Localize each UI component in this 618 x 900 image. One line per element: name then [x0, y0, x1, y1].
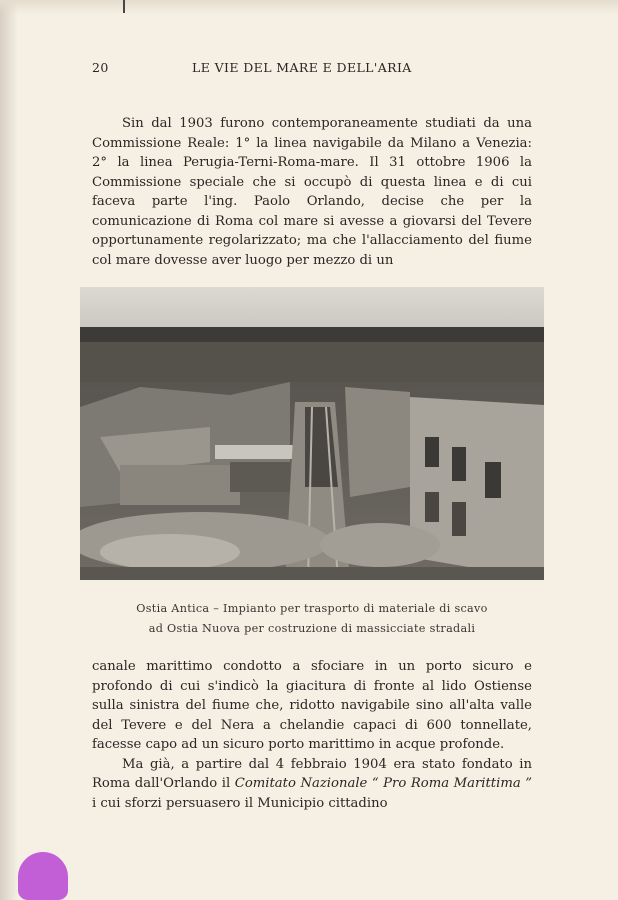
excavation-photo-illustration: [80, 287, 544, 580]
page-number: 20: [92, 60, 109, 75]
committee-name: Comitato Nazionale “ Pro Roma Marittima ”: [234, 776, 532, 791]
running-title: LE VIE DEL MARE E DELL'ARIA: [192, 60, 412, 75]
scanner-thumb-artifact: [18, 852, 68, 900]
top-page-edge: [0, 0, 618, 14]
running-header: [92, 60, 544, 78]
paragraph-2: canale marittimo condotto a sfociare in un porto sicuro e profondo di cui s'indicò la giacitura di fronte al lido Ostiense sulla sinistra del fiume che, ridotto navigabile sino all'alta valle del Tevere e del Nera a chelandie capaci di 600 tonnellate, facesse capo ad un sicuro porto marittimo in acque profonde.: [92, 659, 532, 752]
edge-mark: [123, 0, 125, 13]
historical-photograph: [80, 287, 544, 580]
paragraph-3: [92, 755, 532, 814]
caption-line-2: ad Ostia Nuova per costruzione di massicciate stradali: [148, 622, 476, 635]
body-text-top: [92, 114, 532, 270]
paragraph-3-text: Ma già, a partire dal 4 febbraio 1904 era stato fondato in Roma dall'Orlando il: [92, 756, 532, 791]
paragraph-1: Sin dal 1903 furono contemporaneamente studiati da una Commissione Reale: 1° la linea navigabile da Milano a Venezia: 2° la linea Perugia-Terni-Roma-mare. Il 31 ottobre 1906 la Commissione speciale che si occupò di questa linea e di cui faceva parte l'ing. Paolo Orlando, decise che per la comunicazione di Roma col mare si avesse a giovarsi del Tevere opportunamente regolarizzato; ma che l'allacciamento del fiume col mare dovesse aver luogo per mezzo di un: [92, 116, 532, 268]
body-text-bottom: [92, 657, 532, 813]
page-edge-shadow: [0, 0, 18, 900]
figure-caption: [92, 599, 532, 639]
caption-line-1: Ostia Antica – Impianto per trasporto di materiale di scavo: [136, 602, 488, 615]
paragraph-3-continuation: i cui sforzi persuasero il Municipio cittadino: [92, 795, 388, 811]
